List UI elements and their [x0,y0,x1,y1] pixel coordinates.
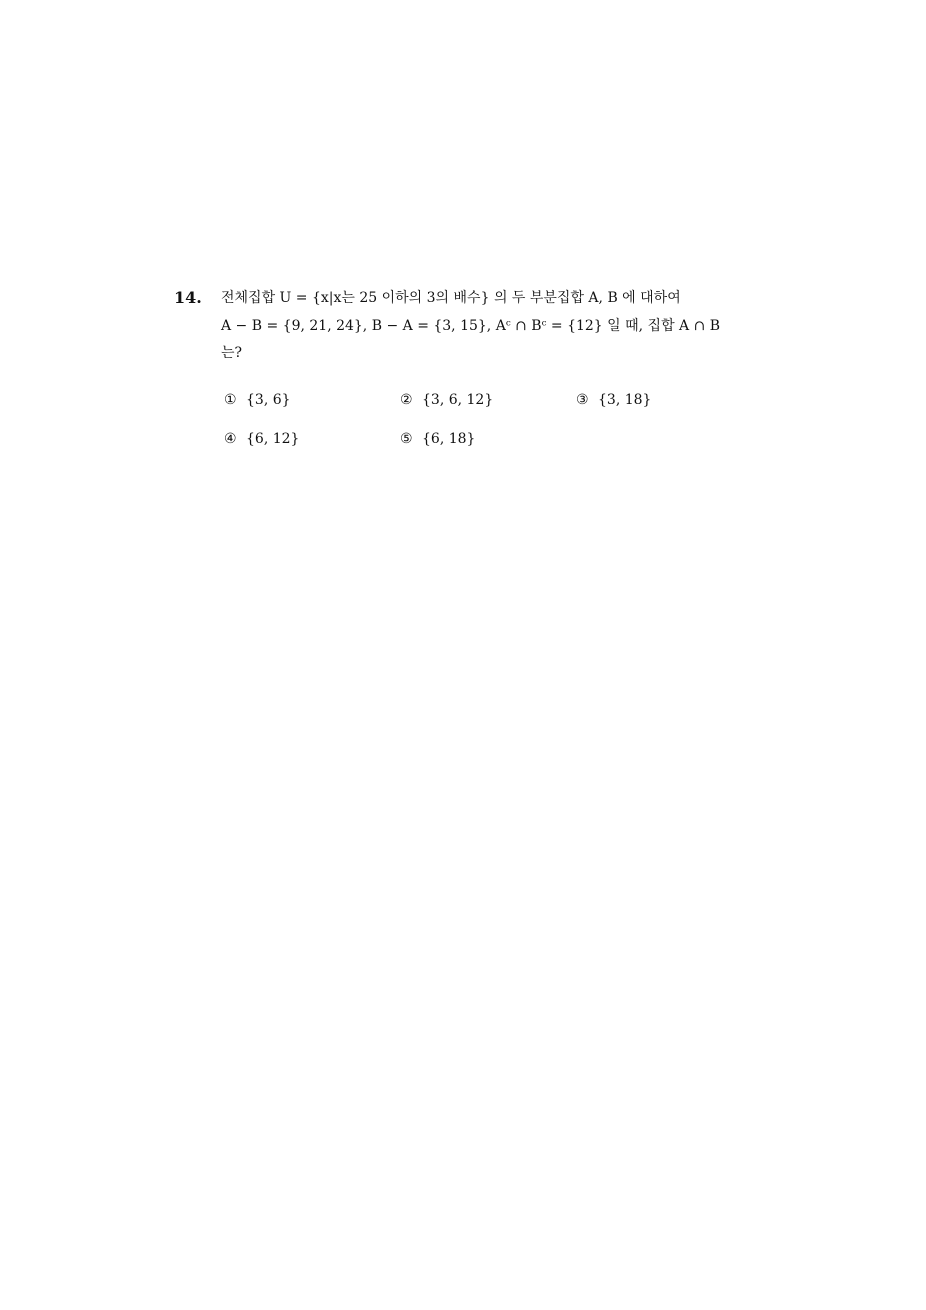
choice-4[interactable] [224,429,299,449]
choice-4-text: {6, 12} [246,431,300,447]
problem-text-line-3: 는? [221,345,243,361]
choice-2-mark: ② [400,392,413,408]
choice-2-text: {3, 6, 12} [422,392,494,408]
choice-1-mark: ① [224,392,237,408]
choice-5[interactable] [400,429,475,449]
choice-3-mark: ③ [576,392,589,408]
choice-5-text: {6, 18} [422,431,476,447]
choice-2[interactable] [400,390,493,410]
choice-3-text: {3, 18} [598,392,652,408]
choice-3[interactable] [576,390,651,410]
choice-5-mark: ⑤ [400,431,413,447]
choice-1-text: {3, 6} [246,392,291,408]
problem-text-line-2: A − B = {9, 21, 24}, B − A = {3, 15}, Aᶜ ∩ Bᶜ = {12} 일 때, 집합 A ∩ B [221,318,721,334]
problem-number: 14. [174,288,202,307]
choice-4-mark: ④ [224,431,237,447]
problem-text-line-1: 전체집합 U = {x|x는 25 이하의 3의 배수} 의 두 부분집합 A, B 에 대하여 [221,290,681,306]
choice-1[interactable] [224,390,291,410]
